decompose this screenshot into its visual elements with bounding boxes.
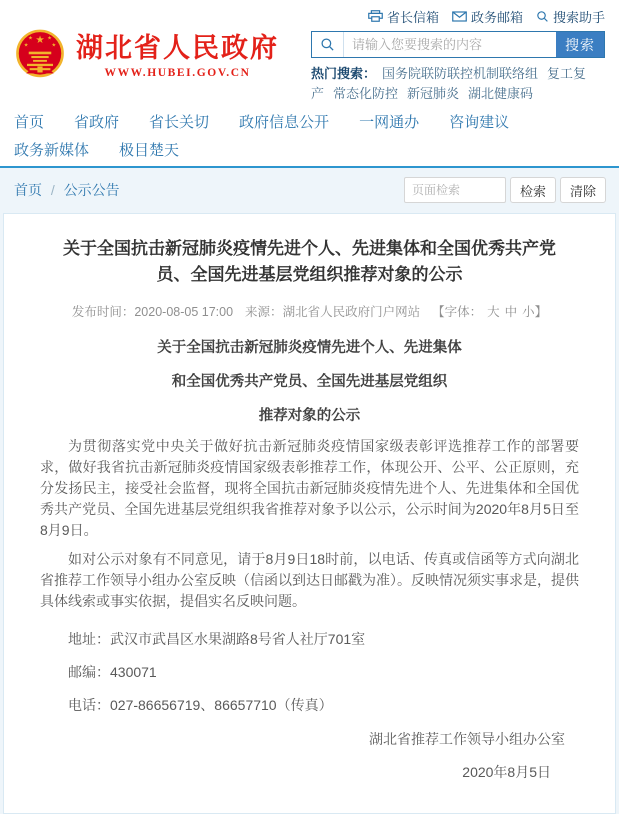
article-subtitle-line: 推荐对象的公示 [258,407,361,424]
gov-email-link[interactable] [452,7,523,26]
article-paragraph: 为贯彻落实党中央关于做好抗击新冠肺炎疫情国家级表彰评选推荐工作的部署要求，做好我省抗击新冠肺炎疫情国家级表彰推荐工作，体现公开、公平、公正原则，充分发扬民主，接受社会监督，现将全国抗击新冠肺炎疫情先进个人、先进集体和全国优秀共产党员、全国先进基层党组织我省推荐对象予以公示，公示时间为2020年8月5日至8月9日。 [40,437,579,538]
contact-address: 地址：武汉市武昌区水果湖路8号省人社厅701室 [68,630,366,647]
hot-search-link[interactable]: 国务院联防联控机制联络组 [382,66,539,81]
hot-search-link[interactable]: 湖北健康码 [468,86,534,101]
article-paragraph: 如对公示对象有不同意见，请于8月9日18时前，以电话、传真或信函等方式向湖北省推荐工作领导小组办公室反映（信函以到达日邮戳为准）。反映情况须实事求是，提供具体线索或事实依据，提倡实名反映问题。 [40,550,579,609]
svg-text:★: ★ [47,35,52,42]
logo-text [76,33,279,79]
breadcrumb-separator: / [50,182,55,198]
publish-time: 2020-08-05 17:00 [134,304,234,319]
nav-item-info-disclosure[interactable]: 政府信息公开 [239,114,330,131]
font-size-large[interactable]: 大 [487,304,500,319]
font-size-suffix: 】 [534,304,548,319]
svg-text:★: ★ [51,42,57,49]
hot-search-link[interactable]: 常态化防控 [333,86,399,101]
search-icon [312,32,344,57]
content-area [0,168,619,814]
national-emblem-icon [14,28,66,84]
site-search-bar [311,31,605,58]
search-icon [536,10,549,23]
article-date: 2020年8月5日 [462,763,551,780]
nav-item-governor-concerns[interactable]: 省长关切 [149,114,210,131]
breadcrumb-row [0,168,619,211]
nav-item-consultation[interactable]: 咨询建议 [449,114,510,131]
search-button[interactable]: 搜索 [556,32,604,57]
printer-mailbox-icon [368,10,383,22]
gov-email-label: 政务邮箱 [470,9,523,25]
contact-phone: 电话：027-86656719、86657710（传真） [68,696,333,713]
page-clear-button[interactable]: 清除 [560,177,606,203]
nav-item-provincial-gov[interactable]: 省政府 [74,114,120,131]
svg-text:★: ★ [35,35,45,46]
breadcrumb-current[interactable]: 公示公告 [63,182,120,198]
site-header [0,0,619,104]
page-search-input[interactable] [404,177,506,203]
governor-mailbox-label: 省长信箱 [386,9,439,25]
envelope-icon [452,11,467,22]
source-name: 湖北省人民政府门户网站 [282,304,421,319]
search-input[interactable] [344,32,556,57]
header-right [311,6,605,104]
font-size-prefix: 【字体： [432,304,483,319]
top-links [311,6,605,26]
article-subtitle-line: 关于全国抗击新冠肺炎疫情先进个人、先进集体 [157,339,462,356]
hot-search-link[interactable]: 新冠肺炎 [407,86,460,101]
breadcrumb [14,180,120,200]
site-url: WWW.HUBEI.GOV.CN [104,67,251,80]
svg-text:★: ★ [28,35,33,42]
breadcrumb-home[interactable]: 首页 [14,182,42,198]
font-size-medium[interactable]: 中 [504,304,518,319]
hot-search-link[interactable]: 复工复产 [311,66,587,101]
main-nav [0,104,619,168]
article-meta [40,302,579,320]
article-title: 关于全国抗击新冠肺炎疫情先进个人、先进集体和全国优秀共产党员、全国先进基层党组织推荐对象的公示 [63,239,556,285]
contact-postcode: 邮编：430071 [68,663,157,680]
site-logo[interactable] [14,8,279,104]
nav-item-one-network[interactable]: 一网通办 [359,114,420,131]
source-label: 来源： [245,304,283,319]
article [3,213,616,814]
governor-mailbox-link[interactable] [368,7,439,26]
search-helper-label: 搜索助手 [552,9,605,25]
nav-item-jimu-chutian[interactable]: 极目楚天 [119,142,180,159]
hot-search-label: 热门搜索： [311,66,377,81]
svg-text:★: ★ [23,42,29,49]
font-size-small[interactable]: 小 [522,304,535,319]
article-signature: 湖北省推荐工作领导小组办公室 [369,730,565,747]
search-helper-link[interactable] [536,7,605,26]
article-subtitle-line: 和全国优秀共产党员、全国先进基层党组织 [171,373,448,390]
nav-item-new-media[interactable]: 政务新媒体 [14,142,90,159]
hot-search [311,64,605,104]
site-name: 湖北省人民政府 [76,32,279,63]
page-search [404,177,606,203]
page-search-button[interactable]: 检索 [510,177,556,203]
nav-item-home[interactable]: 首页 [14,114,45,131]
publish-time-label: 发布时间： [71,304,135,319]
